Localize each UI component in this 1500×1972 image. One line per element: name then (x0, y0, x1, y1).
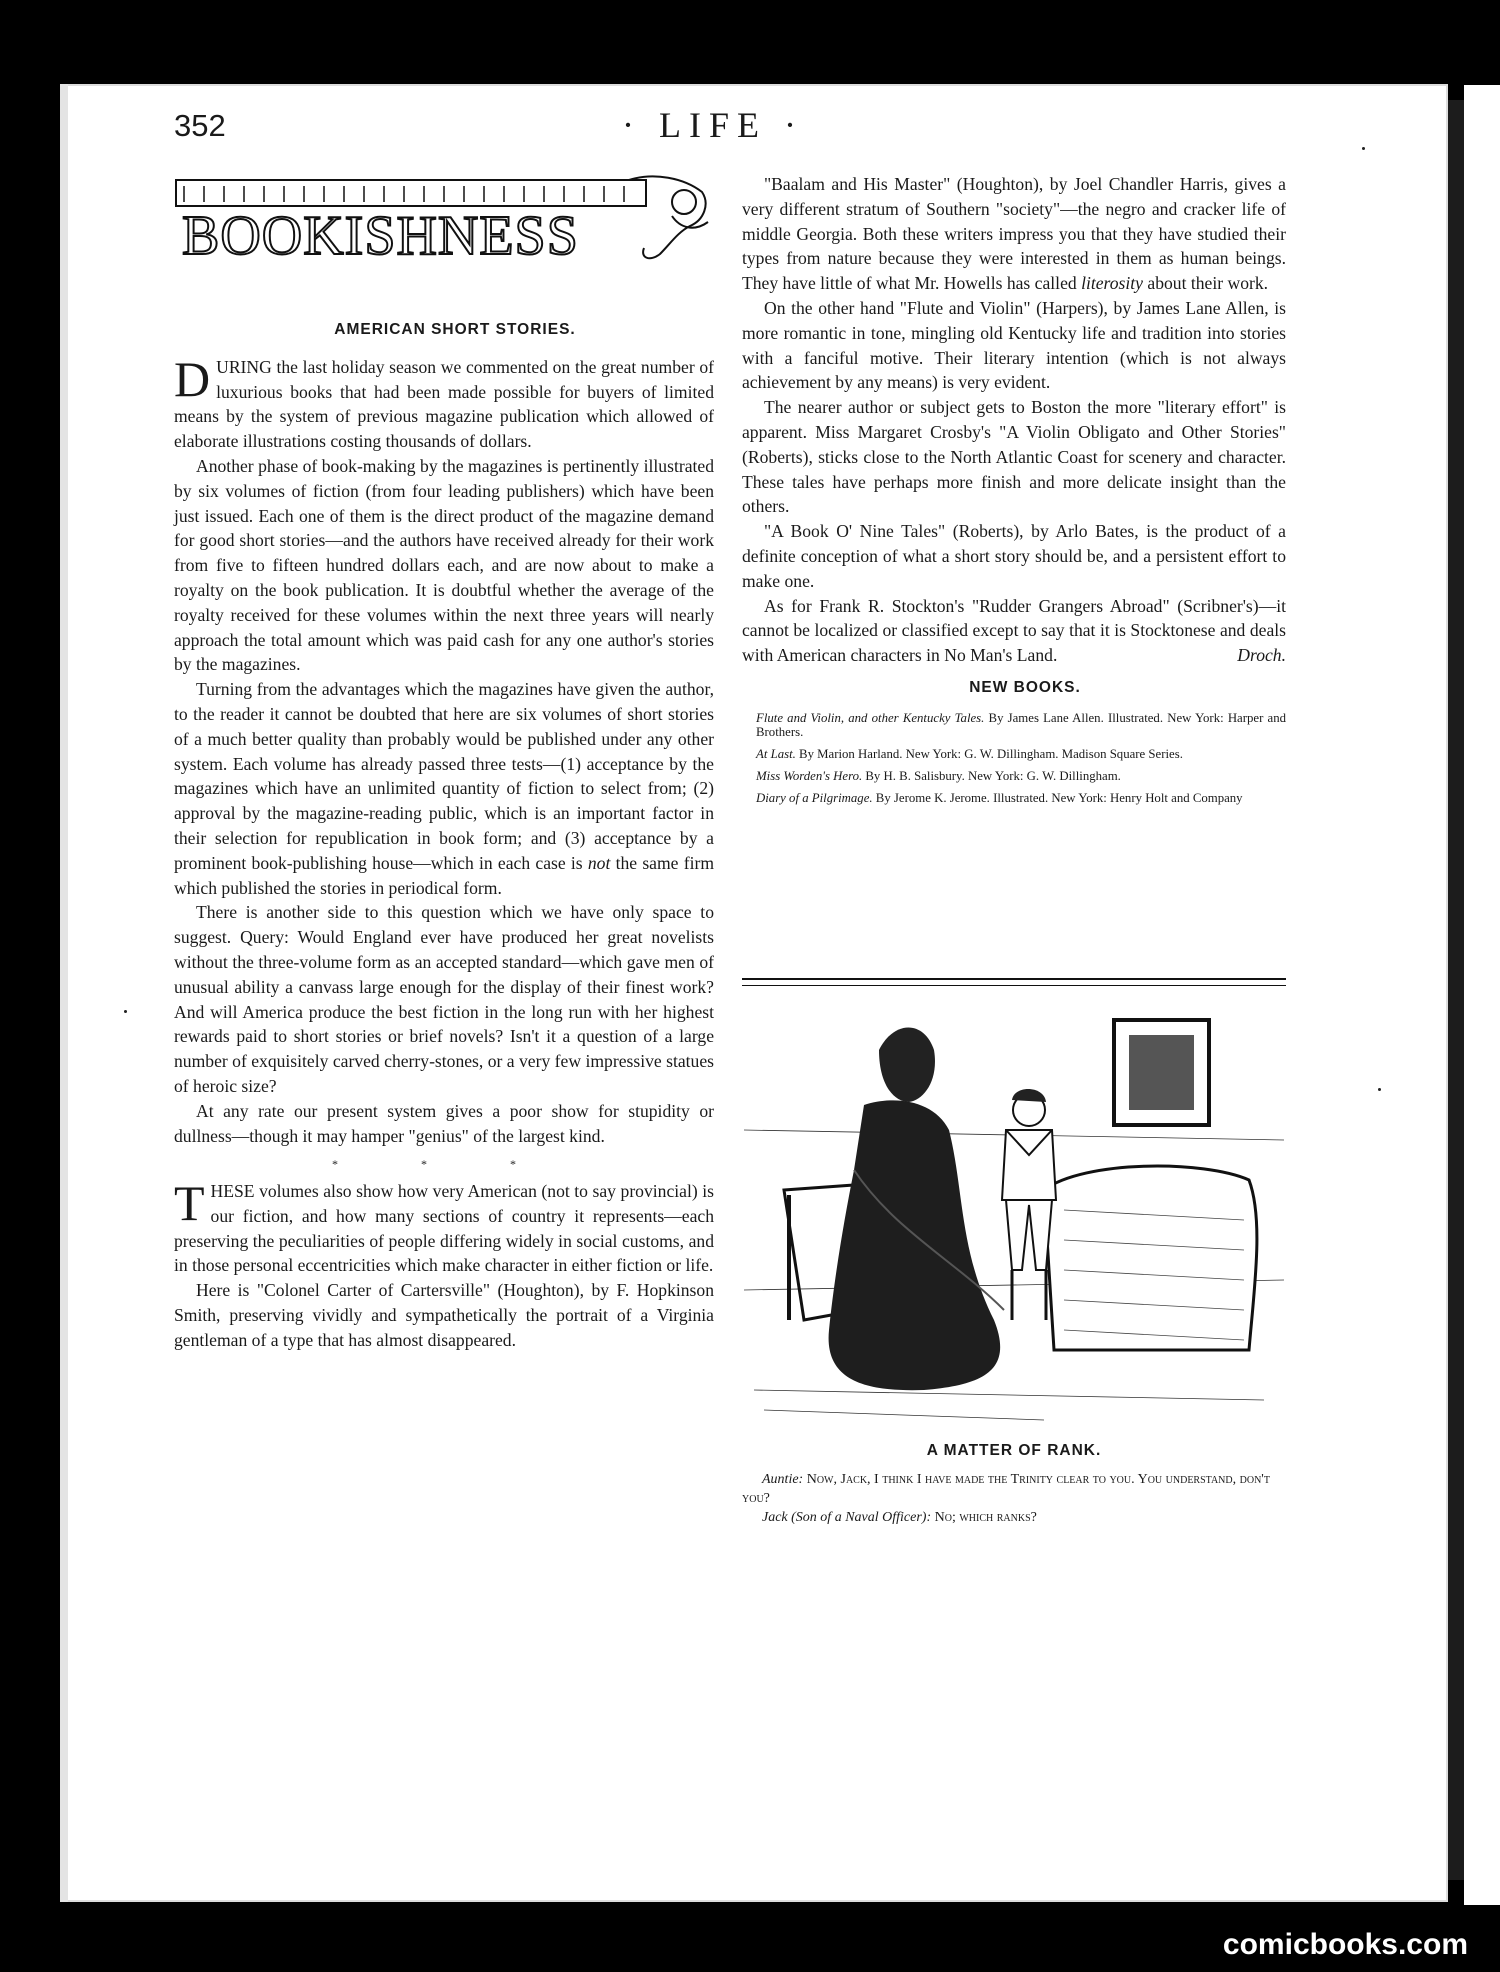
caption-line-auntie (742, 1470, 1286, 1508)
book-details: By James Lane Allen. Illustrated. New York: Harper and Brothers. (756, 710, 1286, 739)
left-column (174, 318, 714, 1353)
wall-picture (1129, 1035, 1194, 1110)
paragraph-r2: On the other hand "Flute and Violin" (Harpers), by James Lane Allen, is more romantic in tone, mingling old Kentucky life and tradition into stories with a fanciful motive. Their literary intention (which is not always achievement by any means) is very evident. (742, 297, 1286, 393)
book-title: Diary of a Pilgrimage. (756, 790, 873, 805)
paragraph-1-text: URING the last holiday season we commented on the great number of luxurious books that had been made possible for buyers of limited means by the system of previous magazine publication which allowed of elaborate illustrations costing thousands of dollars. (174, 356, 714, 452)
banner-title: BOOKISHNESS (182, 205, 579, 267)
book-entry (742, 791, 1286, 805)
book-entry (742, 711, 1286, 739)
watermark: comicbooks.com (1222, 1928, 1468, 1961)
paragraph-r4: "A Book O' Nine Tales" (Roberts), by Arlo Bates, is the product of a definite conception of what a short story should be, and a persistent effort to make one. (742, 521, 1286, 591)
paragraph-r5 (742, 594, 1286, 668)
bookishness-banner (174, 172, 714, 272)
caption-dialogue (742, 1470, 1286, 1527)
section-title-new-books: NEW BOOKS. (969, 678, 1081, 696)
paragraph-r1-emphasis: literosity (1081, 273, 1143, 294)
jack-sailor-suit (1002, 1130, 1056, 1200)
paragraph-r1 (742, 172, 1286, 296)
double-rule (742, 978, 1286, 986)
page-number: 352 (174, 108, 226, 143)
facing-page-edge (1464, 85, 1500, 1905)
paragraph-7: Here is "Colonel Carter of Cartersville" (Houghton), by F. Hopkinson Smith, preserving vividly and sympathetically the portrait of a Virginia gentleman of a type that has almost disappeared. (174, 1280, 714, 1350)
paragraph-r1-end: about their work. (1142, 273, 1269, 294)
caption-line-jack (742, 1508, 1286, 1527)
paragraph-3-emphasis: not (587, 852, 611, 873)
auntie-line: Now, Jack, I think I have made the Trinity clear to you. You understand, don't you? (742, 1472, 1270, 1506)
right-column (742, 172, 1286, 813)
speck (124, 1010, 127, 1013)
illustration-auntie-and-jack (744, 990, 1284, 1430)
paragraph-4: There is another side to this question which we have only space to suggest. Query: Would England ever have produced her great novelists without the three-volume form as an accepted standard—which gave men of unusual ability a canvass large enough for the display of their finest work? And will America produce the best fiction in the long run with her highest rewards paid to short stories or brief novels? Isn't it a question of a large number of exquisitely carved cherry-stones, or a very few impressive statues of heroic size? (174, 902, 714, 1096)
paragraph-r1-text: "Baalam and His Master" (Houghton), by Joel Chandler Harris, gives a very different stratum of Southern "society"—the negro and cracker life of middle Georgia. Both these writers impress you that they have studied their types from nature because they were interested in them as human beings. They have little of what Mr. Howells has called (742, 174, 1286, 294)
armchair (1044, 1166, 1257, 1350)
paragraph-1 (174, 350, 714, 454)
paragraph-2: Another phase of book-making by the magazines is pertinently illustrated by six volumes of fiction (from four leading publishers) which have been just issued. Each one of them is the direct product of the magazine demand for good short stories—and the authors have received already for their work from five to fifteen hundred dollars each, and are now about to make a royalty on the book publication. It is doubtful whether the average of the royalty received for these volumes within the next three years will nearly approach the total amount which was paid cash for any one author's stories by the magazines. (174, 455, 714, 675)
book-title: Flute and Violin, and other Kentucky Tales. (756, 710, 985, 725)
paragraph-3-text-b: the same firm which published the stories in periodical form. (174, 852, 715, 898)
dropcap-t: T (174, 1175, 205, 1232)
section-title-short-stories: AMERICAN SHORT STORIES. (334, 321, 576, 338)
book-title: At Last. (756, 746, 796, 761)
book-spine-shadow (1448, 100, 1464, 1880)
dropcap-d: D (174, 350, 211, 407)
page-gutter-shade (60, 84, 68, 1902)
speaker-auntie: Auntie: (762, 1472, 804, 1487)
signature: Droch. (1237, 645, 1286, 666)
speaker-jack: Jack (Son of a Naval Officer): (762, 1510, 932, 1525)
book-entry (742, 769, 1286, 783)
speck (1362, 147, 1365, 150)
paragraph-5: At any rate our present system gives a poor show for stupidity or dullness—though it may hamper "genius" of the largest kind. (174, 1100, 714, 1146)
book-entry (742, 747, 1286, 761)
paragraph-6 (174, 1175, 714, 1278)
section-stars: * * * (332, 1157, 556, 1172)
paragraph-r3: The nearer author or subject gets to Boston the more "literary effort" is apparent. Miss Margaret Crosby's "A Violin Obligato and Other Stories" (Roberts), sticks close to the North Atlantic Coast for scenery and character. These tales have perhaps more finish and more delicate insight than the others. (742, 397, 1286, 517)
paragraph-3 (174, 677, 714, 900)
book-details: By Marion Harland. New York: G. W. Dillingham. Madison Square Series. (795, 746, 1183, 761)
book-title: Miss Worden's Hero. (756, 768, 863, 783)
paragraph-3-text-a: Turning from the advantages which the magazines have given the author, to the reader it cannot be doubted that here are six volumes of short stories of a much better quality than probably would be published under any other system. Each volume has already passed three tests—(1) acceptance by the magazines which have an unlimited quantity of fiction to select from; (2) approval by the magazine-reading public, which is an important factor in their selection for republication in book form; and (3) acceptance by a prominent book-publishing house—which in each case is (174, 679, 714, 873)
book-details: By H. B. Salisbury. New York: G. W. Dillingham. (862, 768, 1121, 783)
new-books-list (742, 711, 1286, 805)
caption-title: A MATTER OF RANK. (926, 1442, 1102, 1459)
paragraph-6-text: HESE volumes also show how very American (not to say provincial) is our fiction, and how many sections of country it represents—each preserving the peculiarities of people differing widely in social customs, and in those personal eccentricities which make character in either fiction or life. (174, 1181, 714, 1276)
speck (1378, 1088, 1381, 1091)
masthead-title: · LIFE · (622, 105, 804, 145)
paragraph-r5-text: As for Frank R. Stockton's "Rudder Grangers Abroad" (Scribner's)—it cannot be localized or classified except to say that it is Stocktonese and deals with American characters in No Man's Land. (742, 595, 1286, 666)
jack-line: No; which ranks? (931, 1510, 1037, 1525)
book-details: By Jerome K. Jerome. Illustrated. New York: Henry Holt and Company (872, 790, 1243, 805)
